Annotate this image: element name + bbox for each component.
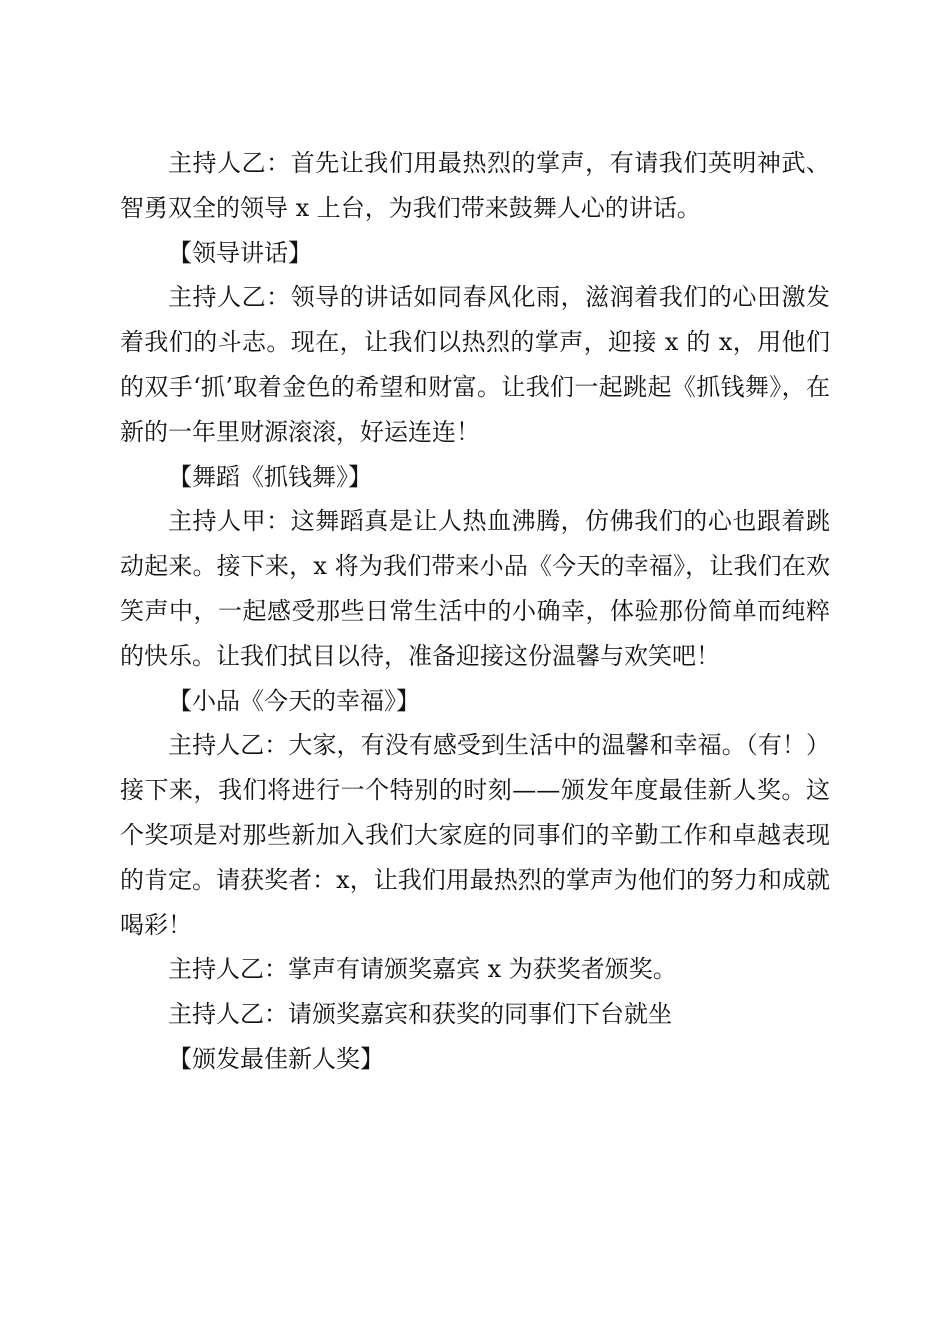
document-body <box>120 141 830 1082</box>
section-skit: 【小品《今天的幸福》】 <box>168 686 420 715</box>
host-b-intro-leader-paragraph: 主持人乙：首先让我们用最热烈的掌声，有请我们英明神武、智勇双全的领导 x 上台，为我们带来鼓舞人心的讲话。 <box>120 149 830 222</box>
host-a-skit-intro-paragraph: 主持人甲：这舞蹈真是让人热血沸腾，仿佛我们的心也跟着跳动起来。接下来，x 将为我们带来小品《今天的幸福》，让我们在欢笑声中，一起感受那些日常生活中的小确幸，体验那份简单而纯粹的快乐。让我们拭目以待，准备迎接这份温馨与欢笑吧！ <box>120 507 830 670</box>
section-best-newcomer-award: 【颁发最佳新人奖】 <box>168 1044 384 1073</box>
section-leader-speech: 【领导讲话】 <box>168 238 312 267</box>
host-b-presenter-paragraph: 主持人乙：掌声有请颁奖嘉宾 x 为获奖者颁奖。 <box>168 955 677 984</box>
host-b-award-intro-paragraph: 主持人乙：大家，有没有感受到生活中的温馨和幸福。（有！）接下来，我们将进行一个特别的时刻——颁发年度最佳新人奖。这个奖项是对那些新加入我们大家庭的同事们的辛勤工作和卓越表现的肯定。请获奖者：x，让我们用最热烈的掌声为他们的努力和成就喝彩！ <box>120 731 830 939</box>
host-b-closing-paragraph: 主持人乙：请颁奖嘉宾和获奖的同事们下台就坐 <box>168 1000 672 1029</box>
section-dance: 【舞蹈《抓钱舞》】 <box>168 462 372 491</box>
host-b-dance-intro-paragraph: 主持人乙：领导的讲话如同春风化雨，滋润着我们的心田激发着我们的斗志。现在，让我们以热烈的掌声，迎接 x 的 x，用他们的双手‘抓’取着金色的希望和财富。让我们一起跳起《抓钱舞》，在新的一年里财源滚滚，好运连连！ <box>120 283 830 446</box>
